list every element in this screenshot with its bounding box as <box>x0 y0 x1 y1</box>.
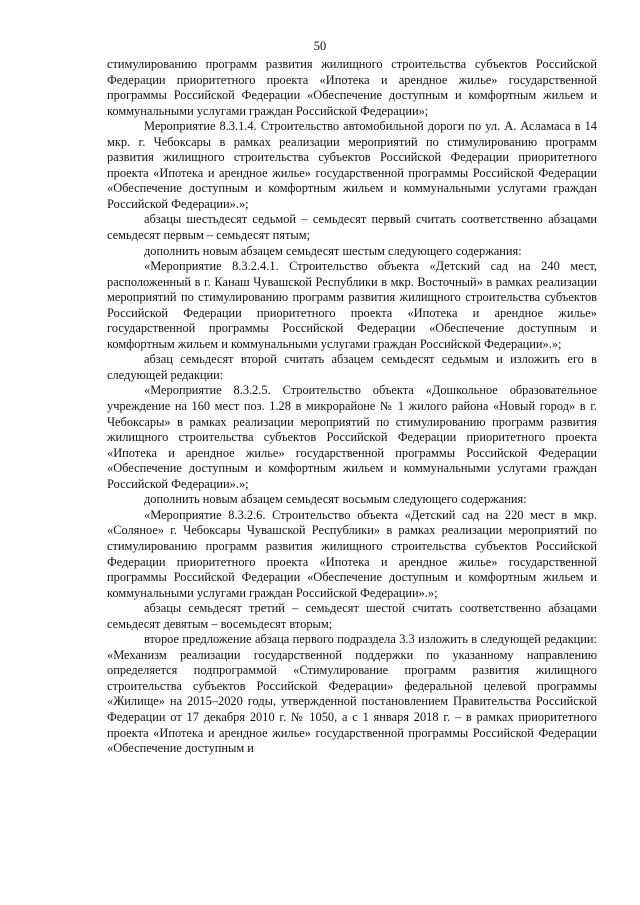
document-body <box>107 57 597 757</box>
paragraph: Мероприятие 8.3.1.4. Строительство автомобильной дороги по ул. А. Асламаса в 14 мкр. г. Чебоксары в рамках реализации мероприятий по стимулированию программ развития жилищного строительства субъектов Российской Федерации приоритетного проекта «Ипотека и арендное жилье» государственной программы Российской Федерации «Обеспечение доступным и комфортным жильем и коммунальными услугами граждан Российской Федерации».»; <box>107 119 597 211</box>
paragraph: «Мероприятие 8.3.2.4.1. Строительство объекта «Детский сад на 240 мест, расположенный в г. Канаш Чувашской Республики в мкр. Восточный» в рамках реализации мероприятий по стимулированию программ развития жилищного строительства субъектов Российской Федерации приоритетного проекта «Ипотека и арендное жилье» государственной программы Российской Федерации «Обеспечение доступным и комфортным жильем и коммунальными услугами граждан Российской Федерации».»; <box>107 259 597 351</box>
paragraph: «Мероприятие 8.3.2.6. Строительство объекта «Детский сад на 220 мест в мкр. «Соляное» г. Чебоксары Чувашской Республики» в рамках реализации мероприятий по стимулированию программ развития жилищного строительства субъектов Российской Федерации приоритетного проекта «Ипотека и арендное жилье» государственной программы Российской Федерации «Обеспечение доступным и комфортным жильем и коммунальными услугами граждан Российской Федерации».»; <box>107 507 597 600</box>
paragraph: «Мероприятие 8.3.2.5. Строительство объекта «Дошкольное образовательное учреждение на 160 мест поз. 1.28 в микрорайоне № 1 жилого района «Новый город» в г. Чебоксары» в рамках реализации мероприятий по стимулированию программ развития жилищного строительства субъектов Российской Федерации приоритетного проекта «Ипотека и арендное жилье» государственной программы Российской Федерации «Обеспечение доступным и комфортным жильем и коммунальными услугами граждан Российской Федерации».»; <box>107 383 597 491</box>
page-number: 50 <box>313 39 327 53</box>
paragraph: дополнить новым абзацем семьдесят шестым следующего содержания: <box>144 243 522 258</box>
paragraph: дополнить новым абзацем семьдесят восьмым следующего содержания: <box>144 492 527 507</box>
paragraph: второе предложение абзаца первого подраздела 3.3 изложить в следующей редакции: «Механизм реализации государственной поддержки по указанному направлению определяется подпрограммой «Стимулирование программ развития жилищного строительства субъектов Российской Федерации» федеральной целевой программы «Жилище» на 2015–2020 годы, утвержденной постановлением Правительства Российской Федерации от 17 декабря 2010 г. № 1050, а с 1 января 2018 г. – в рамках приоритетного проекта «Ипотека и арендное жилье» государственной программы Российской Федерации «Обеспечение доступным и <box>107 632 597 756</box>
paragraph: абзацы семьдесят третий – семьдесят шестой считать соответственно абзацами семьдесят девятым – восемьдесят вторым; <box>107 601 597 631</box>
paragraph: стимулированию программ развития жилищного строительства субъектов Российской Федерации приоритетного проекта «Ипотека и арендное жилье» государственной программы Российской Федерации «Обеспечение доступным и комфортным жильем и коммунальными услугами граждан Российской Федерации»; <box>107 57 597 118</box>
paragraph: абзац семьдесят второй считать абзацем семьдесят седьмым и изложить его в следующей редакции: <box>107 352 597 382</box>
paragraph: абзацы шестьдесят седьмой – семьдесят первый считать соответственно абзацами семьдесят первым – семьдесят пятым; <box>107 212 597 243</box>
